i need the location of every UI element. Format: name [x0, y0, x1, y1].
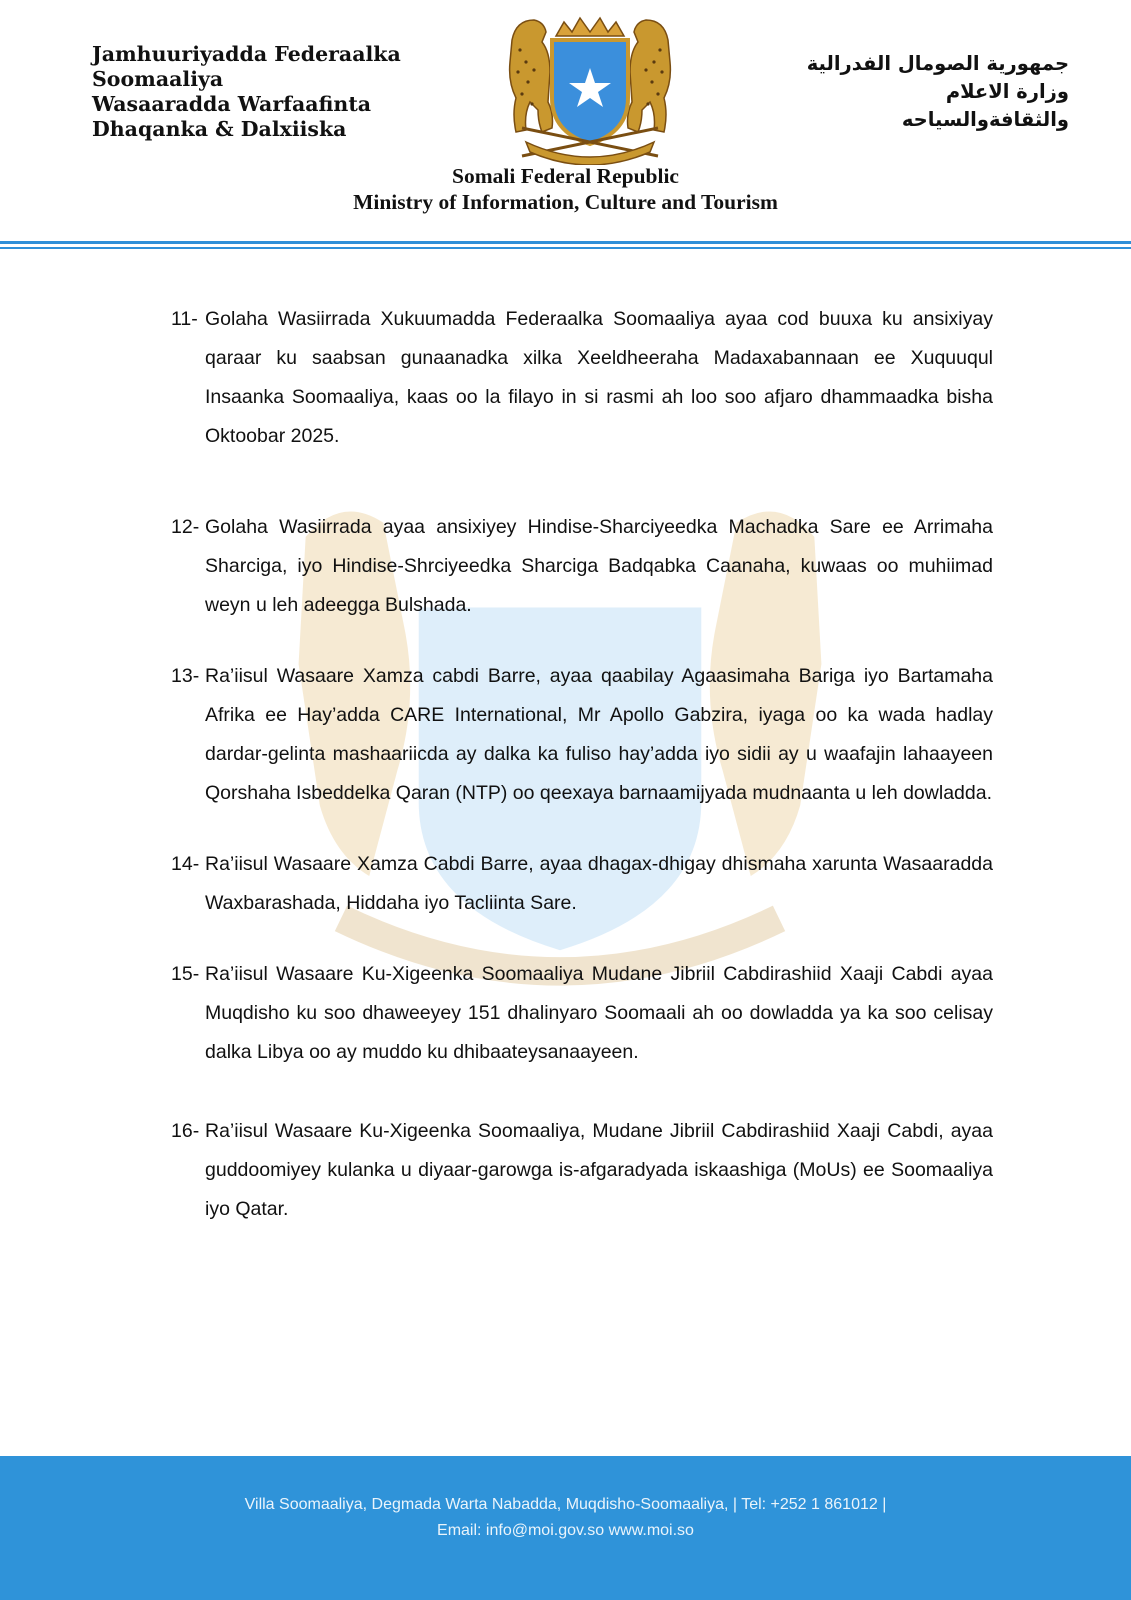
item-text: Ra’iisul Wasaare Xamza cabdi Barre, ayaa qaabilay Agaasimaha Bariga iyo Bartamaha Afrika ee Hay’adda CARE International, Mr Apollo Gabzira, iyaga oo ka wada hadlay dardar-gelinta mashaariicda ay dalka ka fuliso hay’adda iyo sidii ay u waafajin lahaayeen Qorshaha Isbeddelka Qaran (NTP) oo qeexaya barnaamijyada mudnaanta u leh dowladda. — [205, 665, 993, 804]
item-text: Ra’iisul Wasaare Xamza Cabdi Barre, ayaa dhagax-dhigay dhismaha xarunta Wasaaradda Waxbarashada, Hiddaha iyo Tacliinta Sare. — [205, 853, 993, 914]
footer-address: Villa Soomaaliya, Degmada Warta Nabadda, Muqdisho-Soomaaliya, | Tel: +252 1 861012 | — [244, 1496, 887, 1513]
footer-contact: Email: info@moi.gov.so www.moi.so — [437, 1522, 694, 1539]
item-text: Golaha Wasiirrada Xukuumadda Federaalka Soomaaliya ayaa cod buuxa ku ansixiyay qaraar ku saabsan gunaanadka xilka Xeeldheeraha Madaxabannaan ee Xuquuqul Insaanka Soomaaliya, kaas oo la filayo in si rasmi ah loo soo afjaro dhammaadka bisha Oktoobar 2025. — [205, 308, 993, 447]
item-number: 15- — [171, 963, 200, 985]
coat-of-arms-emblem-icon — [498, 10, 682, 165]
item-number: 16- — [171, 1120, 200, 1142]
list-item — [171, 300, 993, 456]
list-item — [171, 955, 993, 1072]
item-number: 14- — [171, 853, 200, 875]
header-left-line: Dhaqanka & Dalxiiska — [92, 117, 347, 141]
list-item — [171, 845, 993, 923]
item-number: 11- — [171, 308, 198, 330]
header-center-line: Somali Federal Republic — [452, 164, 679, 188]
document-body — [171, 300, 993, 1229]
item-text: Golaha Wasiirrada ayaa ansixiyey Hindise-Sharciyeedka Machadka Sare ee Arrimaha Sharciga, iyo Hindise-Shrciyeedka Sharciga Badqabka Caanaha, kuwaas oo muhiimad weyn u leh adeegga Bulshada. — [205, 516, 993, 616]
header-right-line: والثقافةوالسياحه — [901, 108, 1069, 131]
list-item — [171, 1112, 993, 1229]
header-right-line: وزارة الاعلام — [945, 80, 1069, 103]
item-text: Ra’iisul Wasaare Ku-Xigeenka Soomaaliya, Mudane Jibriil Cabdirashiid Xaaji Cabdi, ayaa guddoomiyey kulanka u diyaar-garowga is-afgaradyada iskaashiga (MoUs) ee Soomaaliya iyo Qatar. — [205, 1120, 993, 1220]
header-left-line: Soomaaliya — [92, 67, 224, 91]
header-right-block — [806, 50, 1069, 134]
item-text: Ra’iisul Wasaare Ku-Xigeenka Soomaaliya Mudane Jibriil Cabdirashiid Xaaji Cabdi ayaa Muqdisho ku soo dhaweeyey 151 dhalinyaro Soomaali ah oo dowladda ya ka soo celisay dalka Libya oo ay muddo ku dhibaateysanaayeen. — [205, 963, 993, 1063]
list-item — [171, 508, 993, 625]
header-right-line: جمهورية الصومال الفدرالية — [806, 52, 1069, 75]
header-center-title — [0, 163, 1131, 215]
header-left-block — [92, 42, 401, 142]
header-center-line: Ministry of Information, Culture and Tourism — [353, 190, 778, 214]
header-divider-thin — [0, 247, 1131, 249]
header-divider — [0, 241, 1131, 244]
footer-bar — [0, 1456, 1131, 1600]
header-left-line: Wasaaradda Warfaafinta — [92, 92, 372, 116]
item-number: 12- — [171, 516, 200, 538]
list-item — [171, 657, 993, 813]
item-number: 13- — [171, 665, 200, 687]
header-left-line: Jamhuuriyadda Federaalka — [92, 42, 401, 66]
